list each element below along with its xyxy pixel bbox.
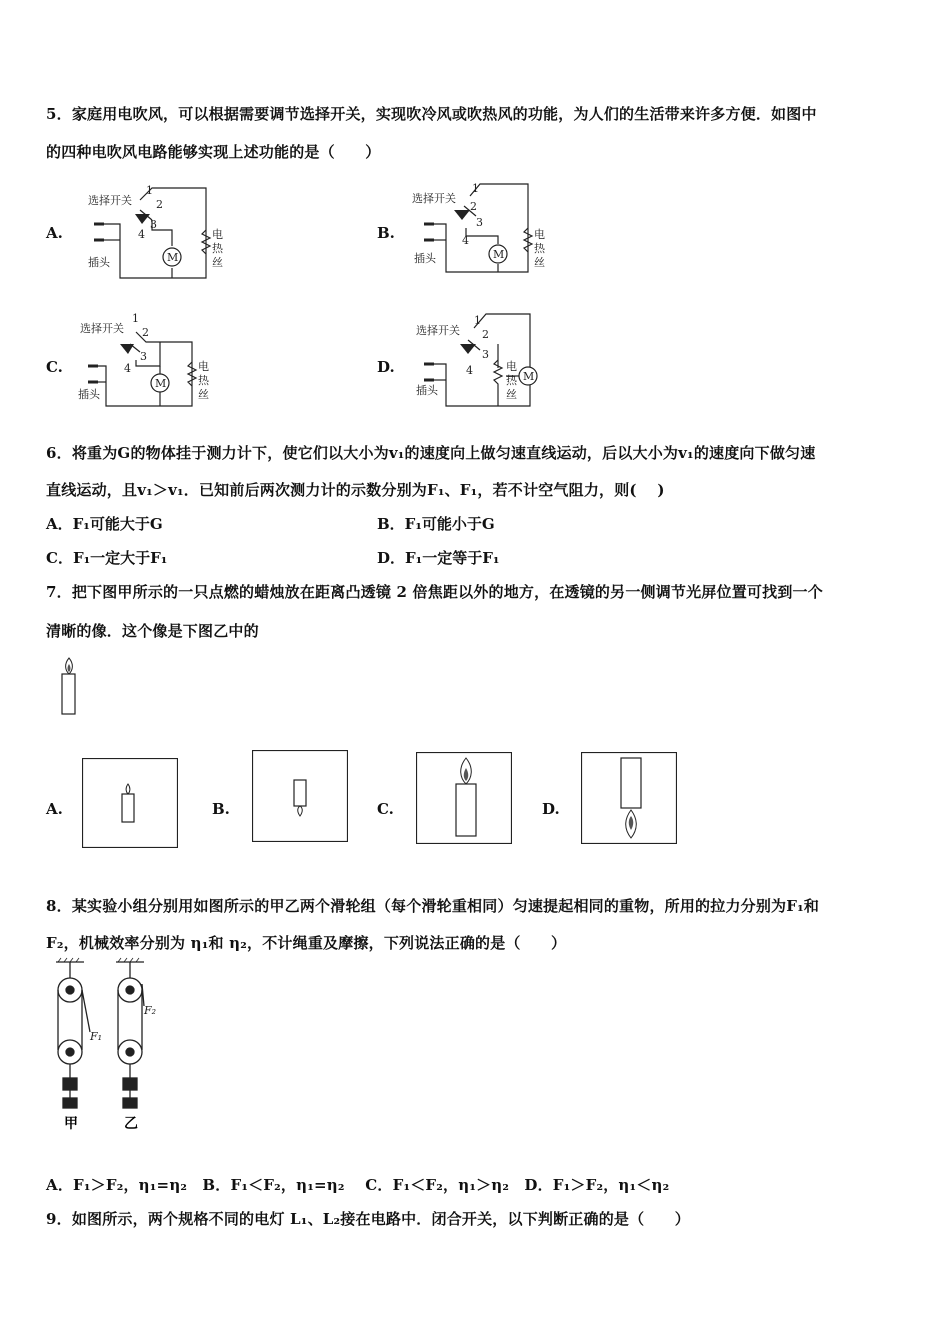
circuit-c-switch-label: 选择开关: [80, 322, 124, 335]
circuit-d-plug-label: 插头: [416, 384, 438, 397]
circuit-a-figure: [80, 180, 230, 280]
circuit-d-motor: M: [523, 370, 535, 383]
q7-option-c-label: C.: [377, 800, 394, 818]
circuit-c-wire2: 热: [198, 374, 209, 387]
circuit-c-wire3: 丝: [198, 388, 209, 401]
circuit-b-wire1: 电: [534, 228, 545, 241]
circuit-a-switch-label: 选择开关: [88, 194, 132, 207]
candle-jia-figure: [56, 654, 82, 718]
pulley-jia-label: 甲: [64, 1116, 78, 1132]
circuit-b-figure: [410, 180, 560, 280]
pulley-f2-label: F₂: [144, 1004, 157, 1017]
q5-option-b-label: B.: [377, 224, 395, 242]
circuit-b-switch-label: 选择开关: [412, 192, 456, 205]
circuit-a-n2: 2: [156, 198, 163, 211]
circuit-d-figure: [410, 308, 560, 412]
circuit-a-motor: M: [167, 251, 179, 264]
q7-stem-line2: 清晰的像．这个像是下图乙中的: [46, 622, 259, 640]
q7-option-b-image: [252, 750, 348, 842]
circuit-d-wire2: 热: [506, 374, 517, 387]
q5-option-a-label: A.: [46, 224, 63, 242]
q7-option-d-label: D.: [542, 800, 560, 818]
circuit-c-n2: 2: [142, 326, 149, 339]
q6-option-c: C．F₁一定大于F₁: [46, 549, 168, 567]
q5-stem-line1: 5．家庭用电吹风，可以根据需要调节选择开关，实现吹冷风或吹热风的功能，为人们的生活带来许多方便．如图中: [46, 105, 817, 123]
pulley-figure: [44, 956, 174, 1136]
circuit-d-wire3: 丝: [506, 388, 517, 401]
q7-stem-line1: 7．把下图甲所示的一只点燃的蜡烛放在距离凸透镜 2 倍焦距以外的地方，在透镜的另一侧调节光屏位置可找到一个: [46, 583, 823, 601]
q7-option-a-image: [82, 758, 178, 848]
circuit-c-wire1: 电: [198, 360, 209, 373]
q7-option-d-image: [581, 752, 677, 844]
q8-answer-options: A．F₁＞F₂，η₁=η₂ B．F₁＜F₂，η₁=η₂ C．F₁＜F₂，η₁＞η₂ D．F₁＞F₂，η₁＜η₂: [46, 1176, 670, 1194]
circuit-c-n1: 1: [132, 312, 139, 325]
circuit-c-plug-label: 插头: [78, 388, 100, 401]
circuit-c-n4: 4: [124, 362, 131, 375]
q6-stem-line1: 6．将重为G的物体挂于测力计下，使它们以大小为v₁的速度向上做匀速直线运动，后以大小为v₁的速度向下做匀速: [46, 444, 816, 462]
circuit-c-motor: M: [155, 377, 167, 390]
pulley-f1-label: F₁: [90, 1030, 103, 1043]
q8-stem-line1: 8．某实验小组分别用如图所示的甲乙两个滑轮组（每个滑轮重相同）匀速提起相同的重物，所用的拉力分别为F₁和: [46, 897, 820, 915]
circuit-d-switch-label: 选择开关: [416, 324, 460, 337]
circuit-a-plug-label: 插头: [88, 256, 110, 269]
q6-option-a: A．F₁可能大于G: [46, 515, 163, 533]
circuit-a-wire3: 丝: [212, 256, 223, 269]
q6-stem-line2: 直线运动，且v₁＞v₁．已知前后两次测力计的示数分别为F₁、F₁，若不计空气阻力，则( ): [46, 481, 665, 499]
pulley-yi-label: 乙: [124, 1116, 138, 1132]
circuit-a-wire1: 电: [212, 228, 223, 241]
circuit-a-n1: 1: [146, 184, 153, 197]
circuit-c-n3: 3: [140, 350, 147, 363]
circuit-a-n4: 4: [138, 228, 145, 241]
circuit-d-n4: 4: [466, 364, 473, 377]
q5-option-d-label: D.: [377, 358, 395, 376]
circuit-b-wire3: 丝: [534, 256, 545, 269]
q6-option-b: B．F₁可能小于G: [377, 515, 495, 533]
circuit-b-n1: 1: [472, 182, 479, 195]
q6-option-d: D．F₁一定等于F₁: [377, 549, 500, 567]
q7-option-b-label: B.: [212, 800, 230, 818]
q5-option-c-label: C.: [46, 358, 63, 376]
circuit-d-n2: 2: [482, 328, 489, 341]
circuit-b-motor: M: [493, 248, 505, 261]
q7-option-a-label: A.: [46, 800, 63, 818]
circuit-b-n4: 4: [462, 234, 469, 247]
q7-option-c-image: [416, 752, 512, 844]
q5-stem-line2: 的四种电吹风电路能够实现上述功能的是（ ）: [46, 143, 381, 161]
circuit-d-n3: 3: [482, 348, 489, 361]
circuit-d-wire1: 电: [506, 360, 517, 373]
q9-stem-line1: 9．如图所示，两个规格不同的电灯 L₁、L₂接在电路中．闭合开关，以下判断正确的是（ ）: [46, 1210, 690, 1228]
circuit-d-n1: 1: [474, 314, 481, 327]
circuit-a-wire2: 热: [212, 242, 223, 255]
circuit-a-n3: 3: [150, 218, 157, 231]
circuit-c-figure: [74, 308, 224, 412]
circuit-b-wire2: 热: [534, 242, 545, 255]
circuit-b-plug-label: 插头: [414, 252, 436, 265]
circuit-b-n3: 3: [476, 216, 483, 229]
circuit-b-n2: 2: [470, 200, 477, 213]
q8-stem-line2: F₂，机械效率分别为 η₁和 η₂，不计绳重及摩擦，下列说法正确的是（ ）: [46, 934, 567, 952]
